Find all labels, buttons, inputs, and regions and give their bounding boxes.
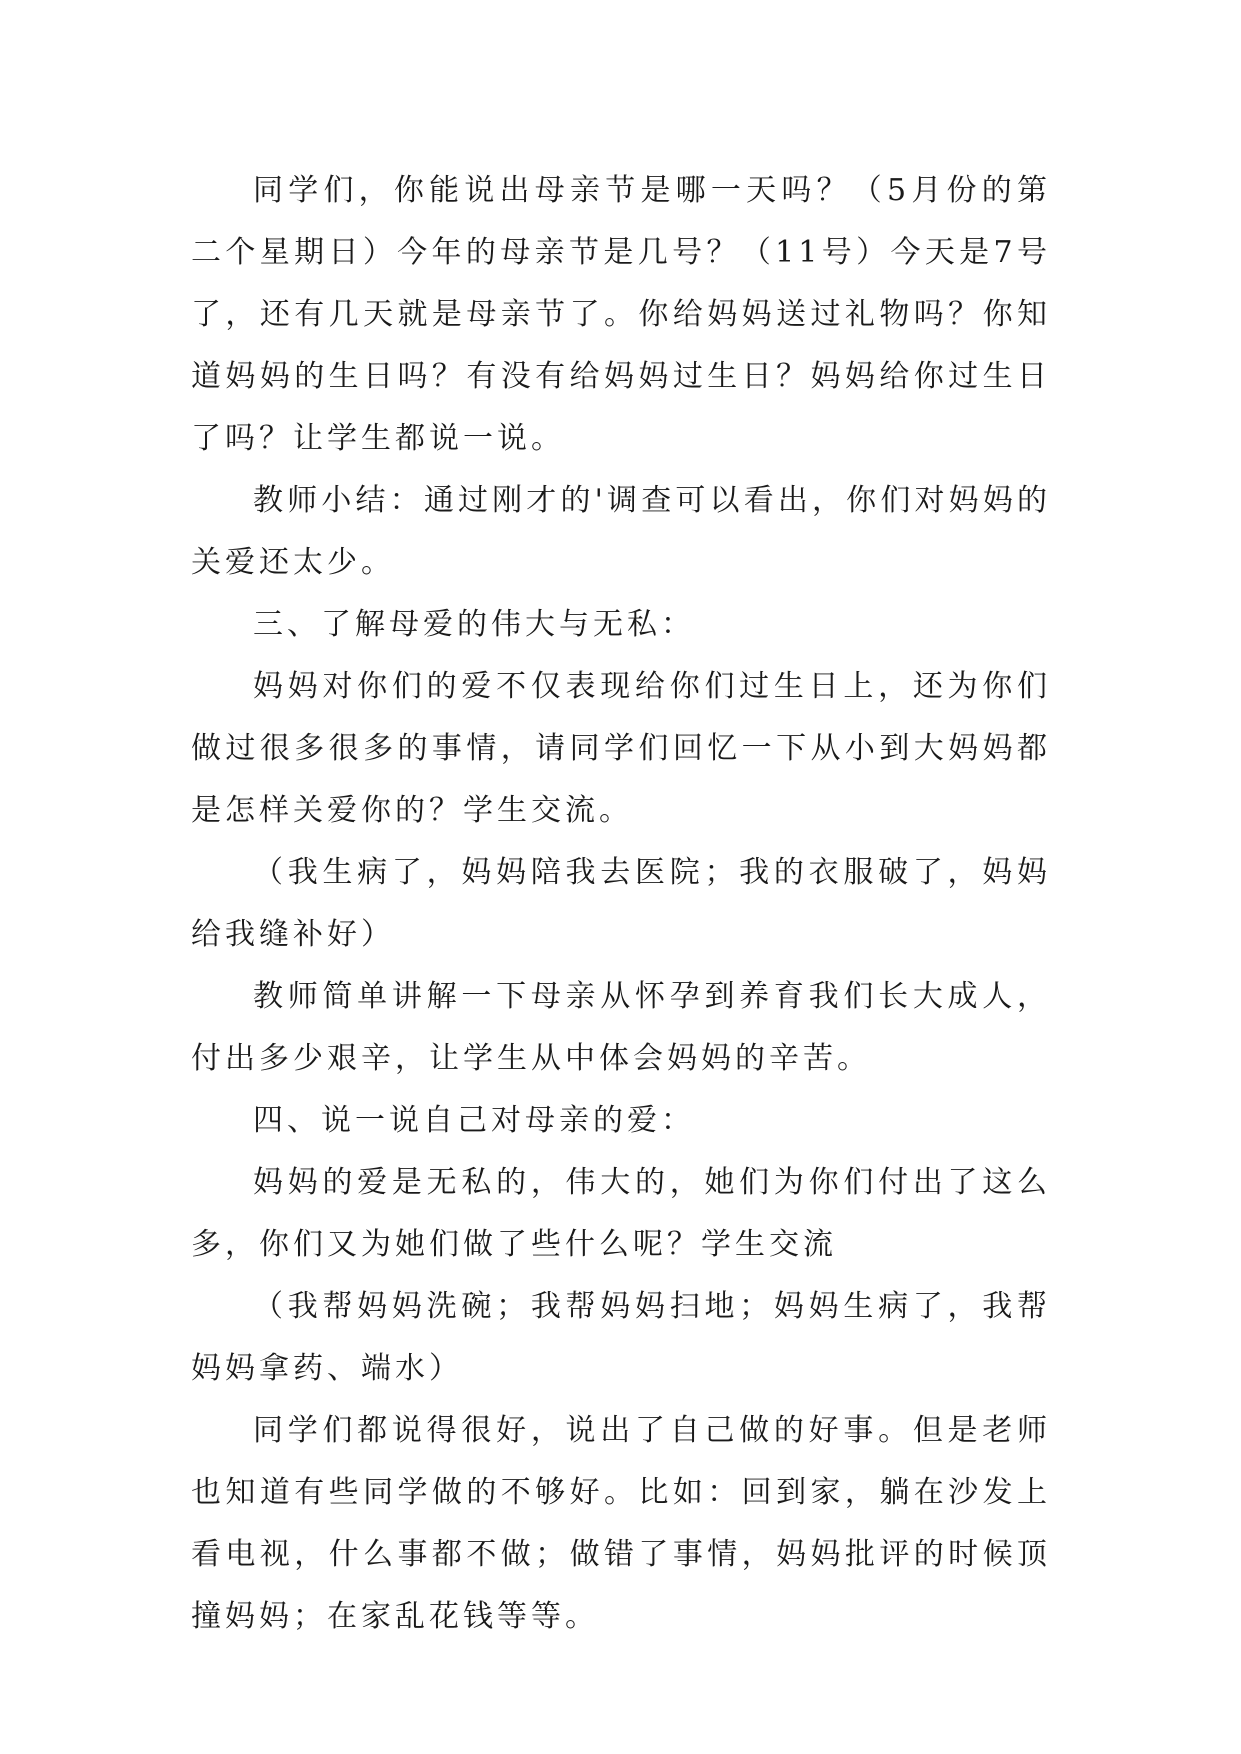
paragraph-teacher-summary: 教师小结：通过刚才的'调查可以看出，你们对妈妈的关爱还太少。 bbox=[191, 483, 1051, 580]
paragraph-student-answer-2: （我帮妈妈洗碗；我帮妈妈扫地；妈妈生病了，我帮妈妈拿药、端水） bbox=[191, 1289, 1051, 1386]
section-heading-3: 三、了解母爱的伟大与无私： bbox=[253, 607, 695, 642]
paragraph-teacher-explanation: 教师简单讲解一下母亲从怀孕到养育我们长大成人，付出多少艰辛，让学生从中体会妈妈的辛苦。 bbox=[191, 979, 1051, 1076]
document-body bbox=[191, 160, 1051, 1648]
paragraph-teacher-comment: 同学们都说得很好，说出了自己做的好事。但是老师也知道有些同学做的不够好。比如：回到家，躺在沙发上看电视，什么事都不做；做错了事情，妈妈批评的时候顶撞妈妈；在家乱花钱等等。 bbox=[191, 1413, 1051, 1634]
section-heading-4: 四、说一说自己对母亲的爱： bbox=[253, 1103, 695, 1138]
paragraph-mother-care: 妈妈对你们的爱不仅表现给你们过生日上，还为你们做过很多很多的事情，请同学们回忆一下从小到大妈妈都是怎样关爱你的？学生交流。 bbox=[191, 669, 1051, 828]
paragraph-student-answer-1: （我生病了，妈妈陪我去医院；我的衣服破了，妈妈给我缝补好） bbox=[191, 855, 1051, 952]
paragraph-mothers-day-questions: 同学们，你能说出母亲节是哪一天吗？（5月份的第二个星期日）今年的母亲节是几号？（11号）今天是7号了，还有几天就是母亲节了。你给妈妈送过礼物吗？你知道妈妈的生日吗？有没有给妈妈过生日？妈妈给你过生日了吗？让学生都说一说。 bbox=[191, 173, 1051, 456]
paragraph-selfless-love: 妈妈的爱是无私的，伟大的，她们为你们付出了这么多，你们又为她们做了些什么呢？学生交流 bbox=[191, 1165, 1051, 1262]
